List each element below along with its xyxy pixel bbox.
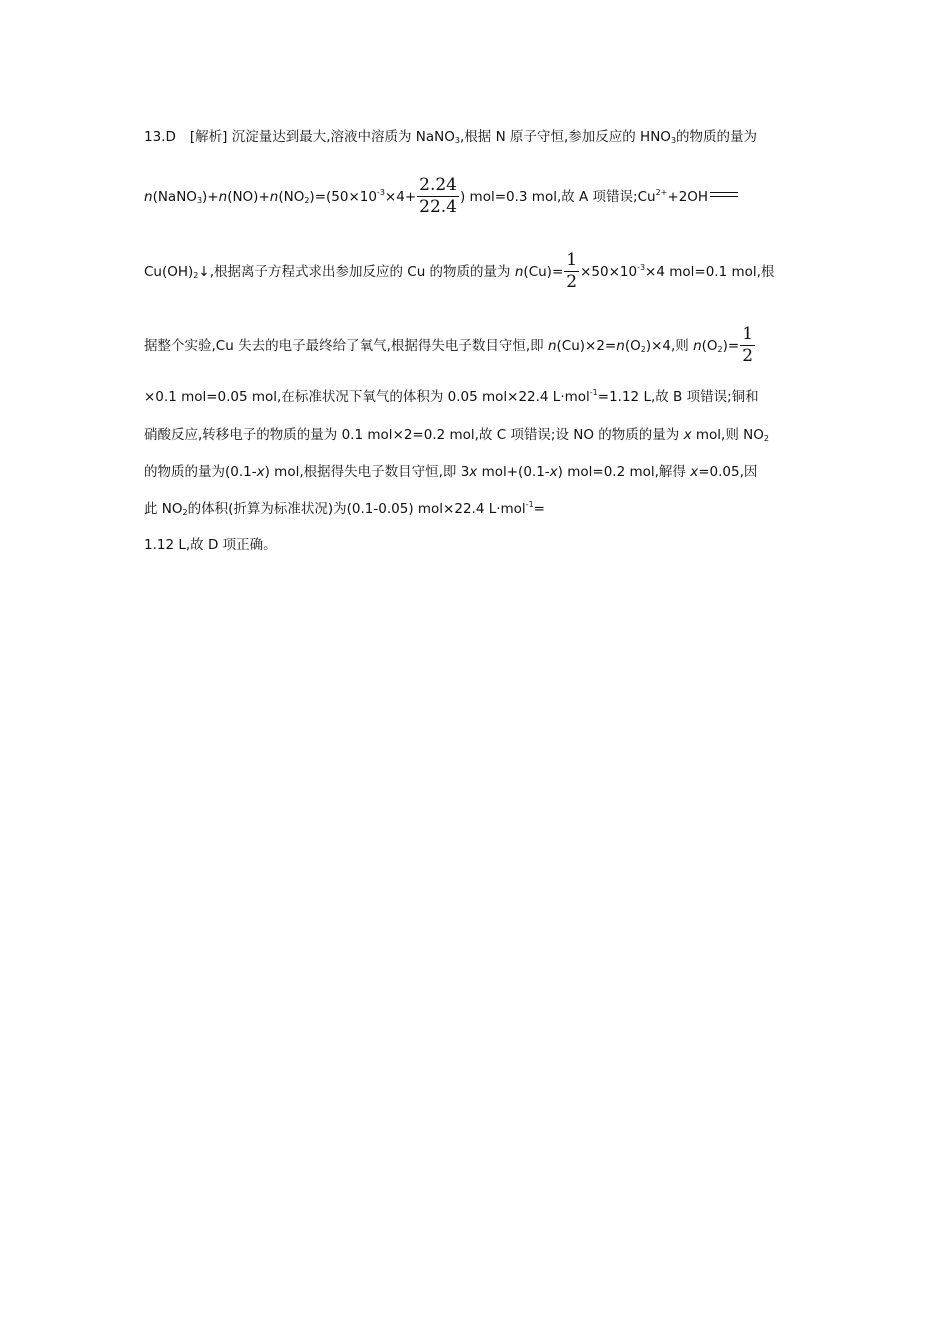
question-number: 13.D (144, 129, 176, 145)
text-line-6: 硝酸反应,转移电子的物质的量为 0.1 mol×2=0.2 mol,故 C 项错误;设 NO 的物质的量为 x mol,则 $NO_2$ (144, 427, 769, 443)
fraction-one-half-2: $\frac{1}{2}$ (742, 324, 754, 366)
text-line-3: $Cu(OH)_2↓$,根据离子方程式求出参加反应的 Cu 的物质的量为 n(Cu)= $\frac{1}{2}$ $\times 50\times 10^{-3}\times 4$ mol=0.1 mol,根 (144, 250, 775, 292)
analysis-tag: [解析] (189, 129, 228, 145)
text-line-2: $n(NaNO_3)+n(NO)+n(NO_2)=(50\times 10^{-3}\times 4+$ $\frac{2.24}{22.4}$ ) mol=0.3 mol,故 A 项错误$;Cu^{2+}+2OH$ (144, 177, 738, 217)
text-line-7: 的物质的量为(0.1-x) mol,根据得失电子数目守恒,即 3x mol+(0.1-x) mol=0.2 mol,解得 x=0.05,因 (144, 464, 758, 480)
text-line-4: 据整个实验,Cu 失去的电子最终给了氧气,根据得失电子数目守恒,即 $n(Cu)\times 2=n(O_2)\times 4$,则 $n(O_2)=$ $\frac{1}{2}$ (144, 324, 754, 366)
fraction-2-24-over-22-4: $\frac{2.24}{22.4}$ (419, 175, 457, 217)
text-line-5: ×0.1 mol=0.05 mol,在标准状况下氧气的体积为 0.05 mol×22.4 L·mol$^{-1}$=1.12 L,故 B 项错误;铜和 (144, 388, 759, 405)
text-line-9: 1.12 L,故 D 项正确。 (144, 537, 277, 553)
text-line-8: 此 $NO_2$的体积(折算为标准状况)为(0.1-0.05) mol×22.4 L·mol$^{-1}$= (144, 500, 545, 517)
reaction-equals-sign (710, 192, 738, 197)
text-line-1: 13.D [解析] 沉淀量达到最大,溶液中溶质为 NaNO$_3$,根据 N 原子守恒,参加反应的 $HNO_3$的物质的量为 (144, 129, 758, 145)
fraction-one-half: $\frac{1}{2}$ (566, 250, 578, 292)
